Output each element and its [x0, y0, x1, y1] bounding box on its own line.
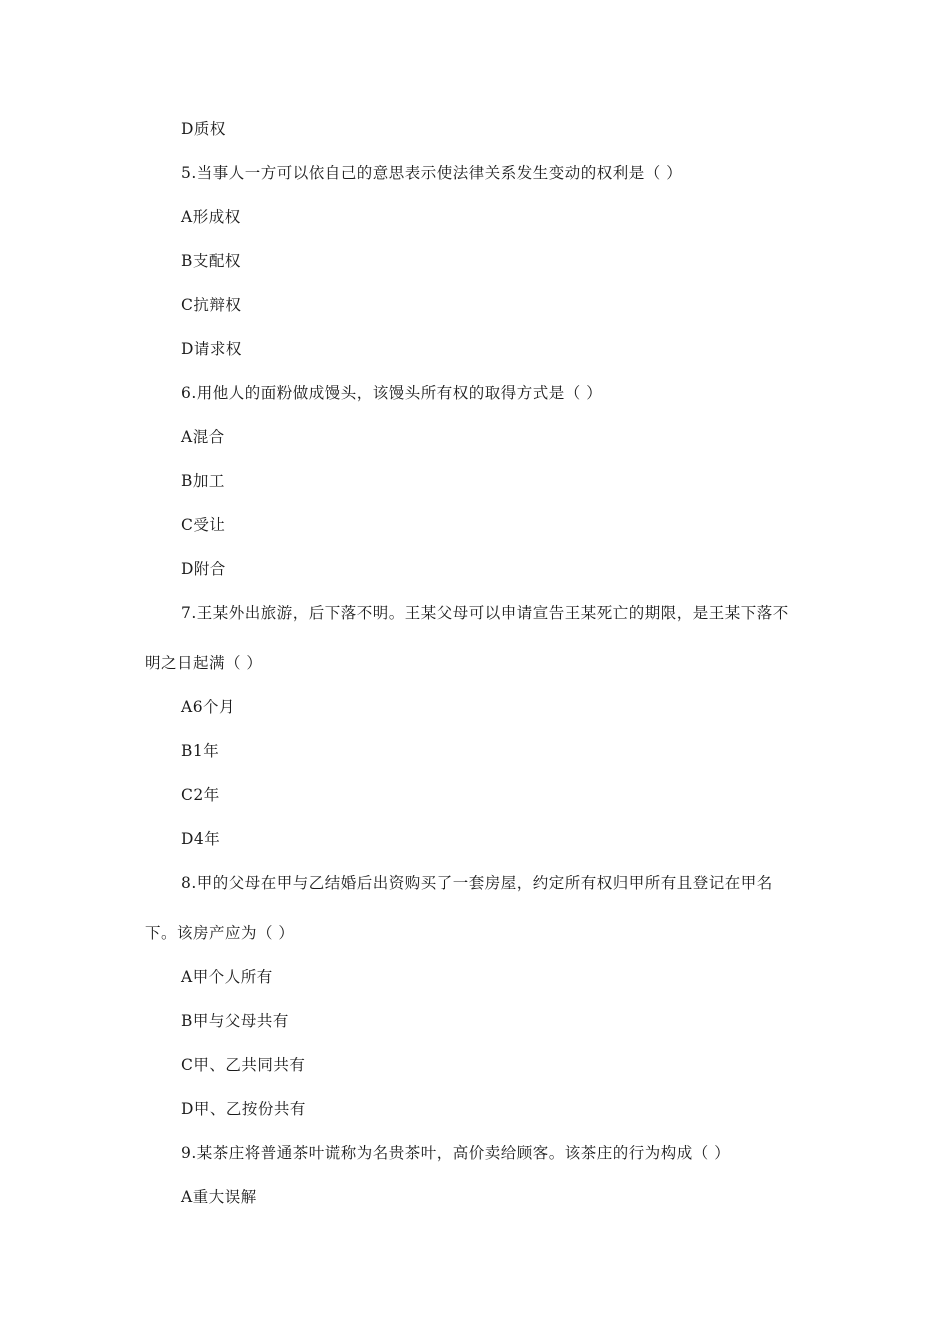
question-8-continued: 下。该房产应为（ ）: [145, 924, 295, 942]
option-8a: A甲个人所有: [181, 968, 273, 986]
option-6c: C受让: [181, 516, 226, 534]
question-5: 5.当事人一方可以依自己的意思表示使法律关系发生变动的权利是（ ）: [181, 164, 683, 182]
option-5c: C抗辩权: [181, 296, 242, 314]
option-7b: B1年: [181, 742, 220, 760]
option-7c: C2年: [181, 786, 220, 804]
option-9a: A重大误解: [181, 1188, 257, 1206]
option-5a: A形成权: [181, 208, 241, 226]
option-5d: D请求权: [181, 340, 242, 358]
question-8: 8.甲的父母在甲与乙结婚后出资购买了一套房屋，约定所有权归甲所有且登记在甲名: [181, 874, 773, 892]
option-7a: A6个月: [181, 698, 236, 716]
question-6: 6.用他人的面粉做成馒头，该馒头所有权的取得方式是（ ）: [181, 384, 603, 402]
option-8b: B甲与父母共有: [181, 1012, 289, 1030]
question-9: 9.某茶庄将普通茶叶谎称为名贵茶叶，高价卖给顾客。该茶庄的行为构成（ ）: [181, 1144, 731, 1162]
option-4d: D质权: [181, 120, 226, 138]
question-7: 7.王某外出旅游，后下落不明。王某父母可以申请宣告王某死亡的期限，是王某下落不: [181, 604, 789, 622]
option-5b: B支配权: [181, 252, 241, 270]
question-7-continued: 明之日起满（ ）: [145, 654, 263, 672]
option-6d: D附合: [181, 560, 226, 578]
option-6a: A混合: [181, 428, 225, 446]
option-6b: B加工: [181, 472, 225, 490]
option-7d: D4年: [181, 830, 221, 848]
option-8d: D甲、乙按份共有: [181, 1100, 306, 1118]
option-8c: C甲、乙共同共有: [181, 1056, 306, 1074]
